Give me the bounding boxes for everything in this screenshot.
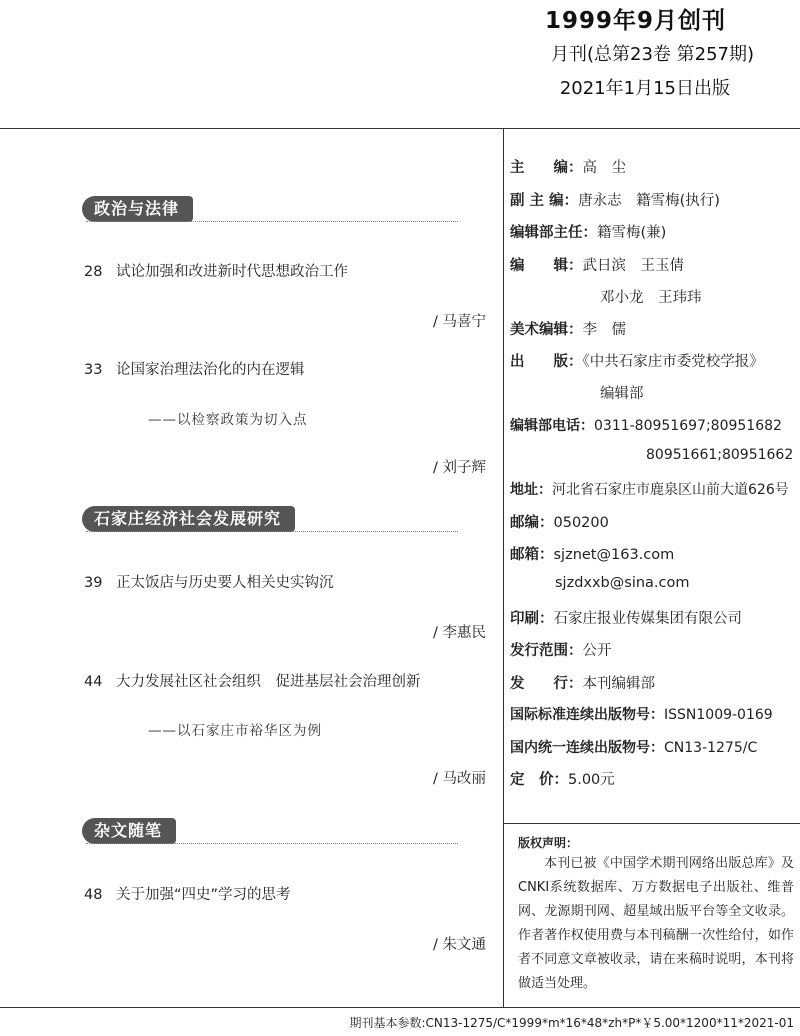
info-value: 80951661;80951662	[646, 447, 794, 463]
info-label: 国际标准连续出版物号：	[510, 707, 664, 723]
article-page: 44	[84, 674, 103, 690]
info-value: 《中共石家庄市委党校学报》	[582, 354, 764, 370]
info-value: 李 儒	[582, 322, 626, 338]
info-email-cont	[555, 575, 690, 591]
publish-date: 2021年1月15日出版	[559, 78, 730, 99]
article-page: 28	[84, 264, 103, 280]
info-value: 050200	[553, 515, 609, 531]
article-author: / 马喜宁	[433, 314, 486, 330]
info-value: 0311-80951697;80951682	[594, 418, 782, 434]
article-entry[interactable]	[84, 670, 421, 691]
info-value: 河北省石家庄市鹿泉区山前大道626号	[552, 482, 789, 498]
article-page: 39	[84, 575, 103, 591]
info-value: 邓小龙 王玮玮	[600, 290, 702, 306]
info-value: 高 尘	[582, 160, 626, 176]
info-label: 副 主 编：	[510, 193, 579, 209]
article-title: 大力发展社区社会组织 促进基层社会治理创新	[116, 674, 421, 690]
article-page: 33	[84, 362, 103, 378]
info-label: 美术编辑：	[510, 322, 583, 338]
info-label: 发 行：	[510, 676, 583, 692]
info-postcode	[510, 511, 609, 532]
info-label: 地址：	[510, 482, 552, 498]
section-rule	[86, 221, 458, 222]
section-title: 杂文随笔	[82, 818, 176, 844]
article-page: 48	[84, 887, 103, 903]
info-label: 邮箱：	[510, 547, 554, 563]
info-value: 籍雪梅(兼)	[597, 225, 667, 241]
info-phone-cont	[646, 447, 793, 463]
info-distribution-scope	[510, 639, 612, 660]
info-label: 编 辑：	[510, 258, 583, 274]
info-value: sjzdxxb@sina.com	[555, 575, 690, 591]
journal-parameters: 期刊基本参数:CN13-1275/C*1999*m*16*48*zh*P*￥5.00*1200*11*2021-01	[349, 1016, 794, 1030]
section-rule	[86, 531, 458, 532]
article-subtitle: ——以石家庄市裕华区为例	[148, 723, 322, 739]
info-label: 国内统一连续出版物号：	[510, 740, 664, 756]
article-subtitle: ——以检察政策为切入点	[148, 412, 308, 428]
info-label: 主 编：	[510, 160, 583, 176]
article-title: 正太饭店与历史要人相关史实钩沉	[116, 575, 334, 591]
info-editors	[510, 254, 684, 275]
info-value: 唐永志 籍雪梅(执行)	[578, 193, 720, 209]
copyright-title: 版权声明：	[518, 836, 579, 850]
top-divider	[0, 128, 800, 129]
info-value: 武日滨 王玉倩	[582, 258, 684, 274]
info-label: 编辑部主任：	[510, 225, 597, 241]
info-value: CN13-1275/C	[664, 740, 758, 756]
info-value: 5.00元	[568, 772, 615, 788]
section-title: 石家庄经济社会发展研究	[82, 506, 295, 532]
article-author: / 李惠民	[433, 625, 486, 641]
issue-info: 月刊(总第23卷 第257期)	[550, 44, 754, 65]
article-entry[interactable]	[84, 358, 305, 379]
info-address	[510, 479, 789, 499]
info-cn	[510, 737, 757, 757]
info-deputy-editor	[510, 189, 720, 210]
info-distributor	[510, 672, 655, 693]
article-author: / 朱文通	[433, 937, 486, 953]
article-title: 试论加强和改进新时代思想政治工作	[116, 264, 348, 280]
article-title: 论国家治理法治化的内在逻辑	[116, 362, 305, 378]
copyright-text: 本刊已被《中国学术期刊网络出版总库》及CNKI系统数据库、万方数据电子出版社、维普网、龙源期刊网、超星域出版平台等全文收录。作者著作权使用费与本刊稿酬一次性给付，如作者不同意文章被收录，请在来稿时说明，本刊将做适当处理。	[518, 856, 794, 991]
info-editors-cont	[600, 286, 702, 307]
info-publisher	[510, 350, 764, 371]
section-title: 政治与法律	[82, 196, 193, 222]
info-value: ISSN1009-0169	[664, 707, 773, 723]
article-entry[interactable]	[84, 260, 348, 281]
info-value: 编辑部	[600, 386, 644, 402]
info-editor-in-chief	[510, 156, 626, 177]
section-rule	[86, 843, 458, 844]
info-value: sjznet@163.com	[553, 547, 675, 563]
info-label: 印刷：	[510, 611, 554, 627]
info-value: 公开	[582, 643, 612, 659]
article-entry[interactable]	[84, 571, 334, 592]
info-office-director	[510, 221, 666, 242]
info-issn	[510, 704, 773, 724]
info-label: 邮编：	[510, 515, 554, 531]
info-publisher-cont	[600, 382, 644, 403]
info-label: 编辑部电话：	[510, 418, 594, 434]
info-label: 定 价：	[510, 772, 568, 788]
article-author: / 马改丽	[433, 771, 486, 787]
info-email	[510, 543, 674, 564]
article-author: / 刘子辉	[433, 460, 486, 476]
info-art-editor	[510, 318, 626, 339]
info-value: 本刊编辑部	[582, 676, 655, 692]
info-label: 出 版：	[510, 354, 583, 370]
info-label: 发行范围：	[510, 643, 583, 659]
founded-date: 1999年9月创刊	[544, 8, 726, 34]
info-price	[510, 768, 615, 789]
info-phone	[510, 415, 782, 435]
article-title: 关于加强“四史”学习的思考	[116, 887, 291, 903]
info-printer	[510, 607, 742, 628]
info-value: 石家庄报业传媒集团有限公司	[553, 611, 742, 627]
article-entry[interactable]	[84, 883, 291, 904]
